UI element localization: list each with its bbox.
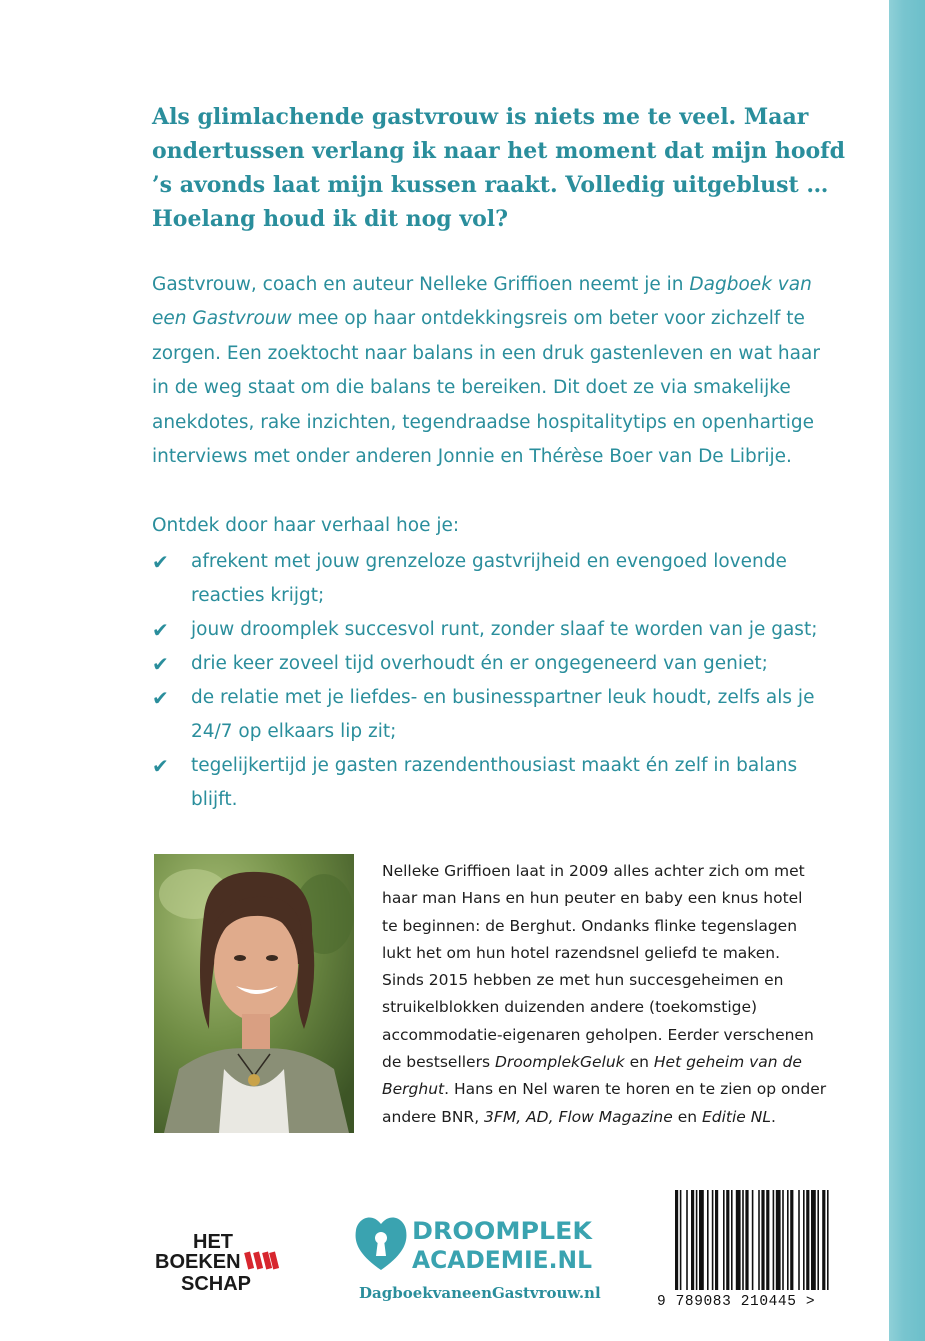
barcode-bar — [707, 1190, 709, 1290]
academie-logo-line2: ACADEMIE.NL — [412, 1246, 592, 1274]
barcode-bar — [712, 1190, 714, 1290]
barcode-bar — [782, 1190, 784, 1290]
list-item-text: drie keer zoveel tijd overhoudt én er ongegeneerd van geniet; — [191, 653, 768, 674]
barcode-bar — [745, 1190, 748, 1290]
barcode-bar — [822, 1190, 825, 1290]
list-item-text: 24/7 op elkaars lip zit; — [191, 721, 397, 742]
isbn-digits: 9 789083 210445 — [657, 1294, 797, 1310]
barcode-bar — [766, 1190, 769, 1290]
barcode-bar — [790, 1190, 793, 1290]
barcode-bar — [787, 1190, 789, 1290]
barcode-arrow: > — [805, 1294, 816, 1310]
barcode-bar — [680, 1190, 682, 1290]
description-line — [152, 268, 872, 302]
het-boekenschap-logo — [153, 1228, 283, 1298]
bio-text: de bestsellers — [382, 1053, 495, 1072]
website-url: DagboekvaneenGastvrouw.nl — [359, 1284, 601, 1302]
bio-text: en — [672, 1107, 702, 1126]
barcode-bar — [811, 1190, 816, 1290]
intro-line: Hoelang houd ik dit nog vol? — [152, 206, 509, 232]
barcode-bar — [827, 1190, 829, 1290]
list-item-text: afrekent met jouw grenzeloze gastvrijheid en evengoed lovende — [191, 551, 787, 572]
list-item-text: blijft. — [191, 789, 238, 810]
isbn-barcode — [657, 1184, 857, 1314]
barcode-bar — [731, 1190, 733, 1290]
list-item — [152, 613, 852, 647]
bio-text: andere BNR, — [382, 1107, 485, 1126]
bullets-heading: Ontdek door haar verhaal hoe je: — [152, 515, 460, 536]
check-icon: ✔ — [152, 686, 169, 710]
barcode-bar — [696, 1190, 698, 1290]
isbn-number — [657, 1294, 857, 1310]
author-bio — [382, 858, 862, 1131]
description-line: interviews met onder anderen Jonnie en Thérèse Boer van De Librije. — [152, 446, 792, 468]
list-item-text: tegelijkertijd je gasten razendenthousiast maakt én zelf in balans — [191, 755, 798, 776]
list-item — [152, 545, 852, 613]
list-item — [152, 647, 852, 681]
barcode-bar — [726, 1190, 729, 1290]
bio-line: lukt het om hun hotel razendsnel geliefd te maken. — [382, 943, 781, 962]
book-title-part: Dagboek van — [689, 274, 812, 295]
bio-line: te beginnen: de Berghut. Ondanks flinke tegenslagen — [382, 916, 798, 935]
barcode-bar — [742, 1190, 744, 1290]
description-line: in de weg staat om die balans te bereiken. Dit doet ze via smakelijke — [152, 377, 791, 399]
bio-line: Sinds 2015 hebben ze met hun succesgeheimen en — [382, 971, 784, 990]
barcode-bar — [758, 1190, 760, 1290]
intro-line: ondertussen verlang ik naar het moment dat mijn hoofd — [152, 138, 846, 164]
bio-book-title: DroomplekGeluk — [494, 1053, 625, 1072]
barcode-bar — [699, 1190, 704, 1290]
bio-text: . Hans en Nel waren te horen en te zien op onder — [444, 1080, 827, 1099]
barcode-bar — [798, 1190, 800, 1290]
check-icon: ✔ — [152, 550, 169, 574]
barcode-bars — [657, 1184, 857, 1292]
check-icon: ✔ — [152, 652, 169, 676]
barcode-bar — [803, 1190, 805, 1290]
list-item-text: de relatie met je liefdes- en businesspartner leuk houdt, zelfs als je — [191, 687, 815, 708]
barcode-bar — [776, 1190, 781, 1290]
bio-line: Nelleke Griffioen laat in 2009 alles achter zich om met — [382, 862, 805, 880]
description-paragraph — [152, 268, 872, 474]
bio-media-names: Editie NL — [701, 1107, 772, 1126]
bio-line — [382, 1076, 862, 1103]
barcode-bar — [773, 1190, 775, 1290]
barcode-bar — [675, 1190, 678, 1290]
intro-line: Als glimlachende gastvrouw is niets me te veel. Maar — [152, 104, 809, 130]
book-spine-edge — [889, 0, 925, 1341]
bio-text: en — [624, 1053, 654, 1072]
droomplek-academie-logo — [352, 1212, 597, 1274]
bio-line: struikelblokken duizenden andere (toekomstige) — [382, 998, 758, 1017]
bio-book-title: Berghut — [382, 1080, 445, 1099]
bio-book-title: Het geheim van de — [653, 1053, 802, 1072]
barcode-bar — [686, 1190, 688, 1290]
barcode-bar — [752, 1190, 754, 1290]
bio-line — [382, 1104, 862, 1131]
check-icon: ✔ — [152, 754, 169, 778]
bio-line: haar man Hans en hun peuter en baby een knus hotel — [382, 889, 803, 908]
benefits-list — [152, 545, 852, 817]
barcode-bar — [761, 1190, 764, 1290]
author-photo — [154, 854, 354, 1133]
description-line: anekdotes, rake inzichten, tegendraadse hospitalitytips en openhartige — [152, 411, 815, 433]
description-text: Gastvrouw, coach en auteur Nelleke Griffioen neemt je in — [152, 274, 690, 295]
barcode-bar — [723, 1190, 725, 1290]
academie-logo-line1: DROOMPLEK — [412, 1217, 594, 1245]
barcode-bar — [817, 1190, 819, 1290]
list-item — [152, 749, 852, 817]
list-item-text: jouw droomplek succesvol runt, zonder slaaf te worden van je gast; — [191, 619, 818, 640]
list-item — [152, 681, 852, 749]
description-line: zorgen. Een zoektocht naar balans in een druk gastenleven en wat haar — [152, 342, 820, 364]
bio-media-names: 3FM, AD, Flow Magazine — [484, 1107, 673, 1126]
logo-word-schap: SCHAP — [181, 1273, 252, 1295]
barcode-bar — [736, 1190, 741, 1290]
bio-line — [382, 1049, 862, 1076]
books-icon — [244, 1252, 279, 1270]
barcode-bar — [715, 1190, 718, 1290]
logo-word-boeken: BOEKEN — [155, 1251, 241, 1273]
description-text: mee op haar ontdekkingsreis om beter voor zichzelf te — [291, 308, 805, 330]
bio-line: accommodatie-eigenaren geholpen. Eerder verschenen — [382, 1025, 814, 1044]
list-item-text: reacties krijgt; — [191, 585, 325, 606]
barcode-bar — [806, 1190, 809, 1290]
bio-text: . — [771, 1107, 776, 1126]
intro-line: ’s avonds laat mijn kussen raakt. Volledig uitgeblust … — [152, 172, 829, 198]
intro-quote — [152, 100, 872, 236]
barcode-bar — [691, 1190, 694, 1290]
description-line — [152, 302, 872, 336]
logo-word-het: HET — [193, 1231, 233, 1253]
check-icon: ✔ — [152, 618, 169, 642]
author-portrait-illustration — [154, 854, 354, 1133]
book-title-part: een Gastvrouw — [152, 308, 292, 330]
